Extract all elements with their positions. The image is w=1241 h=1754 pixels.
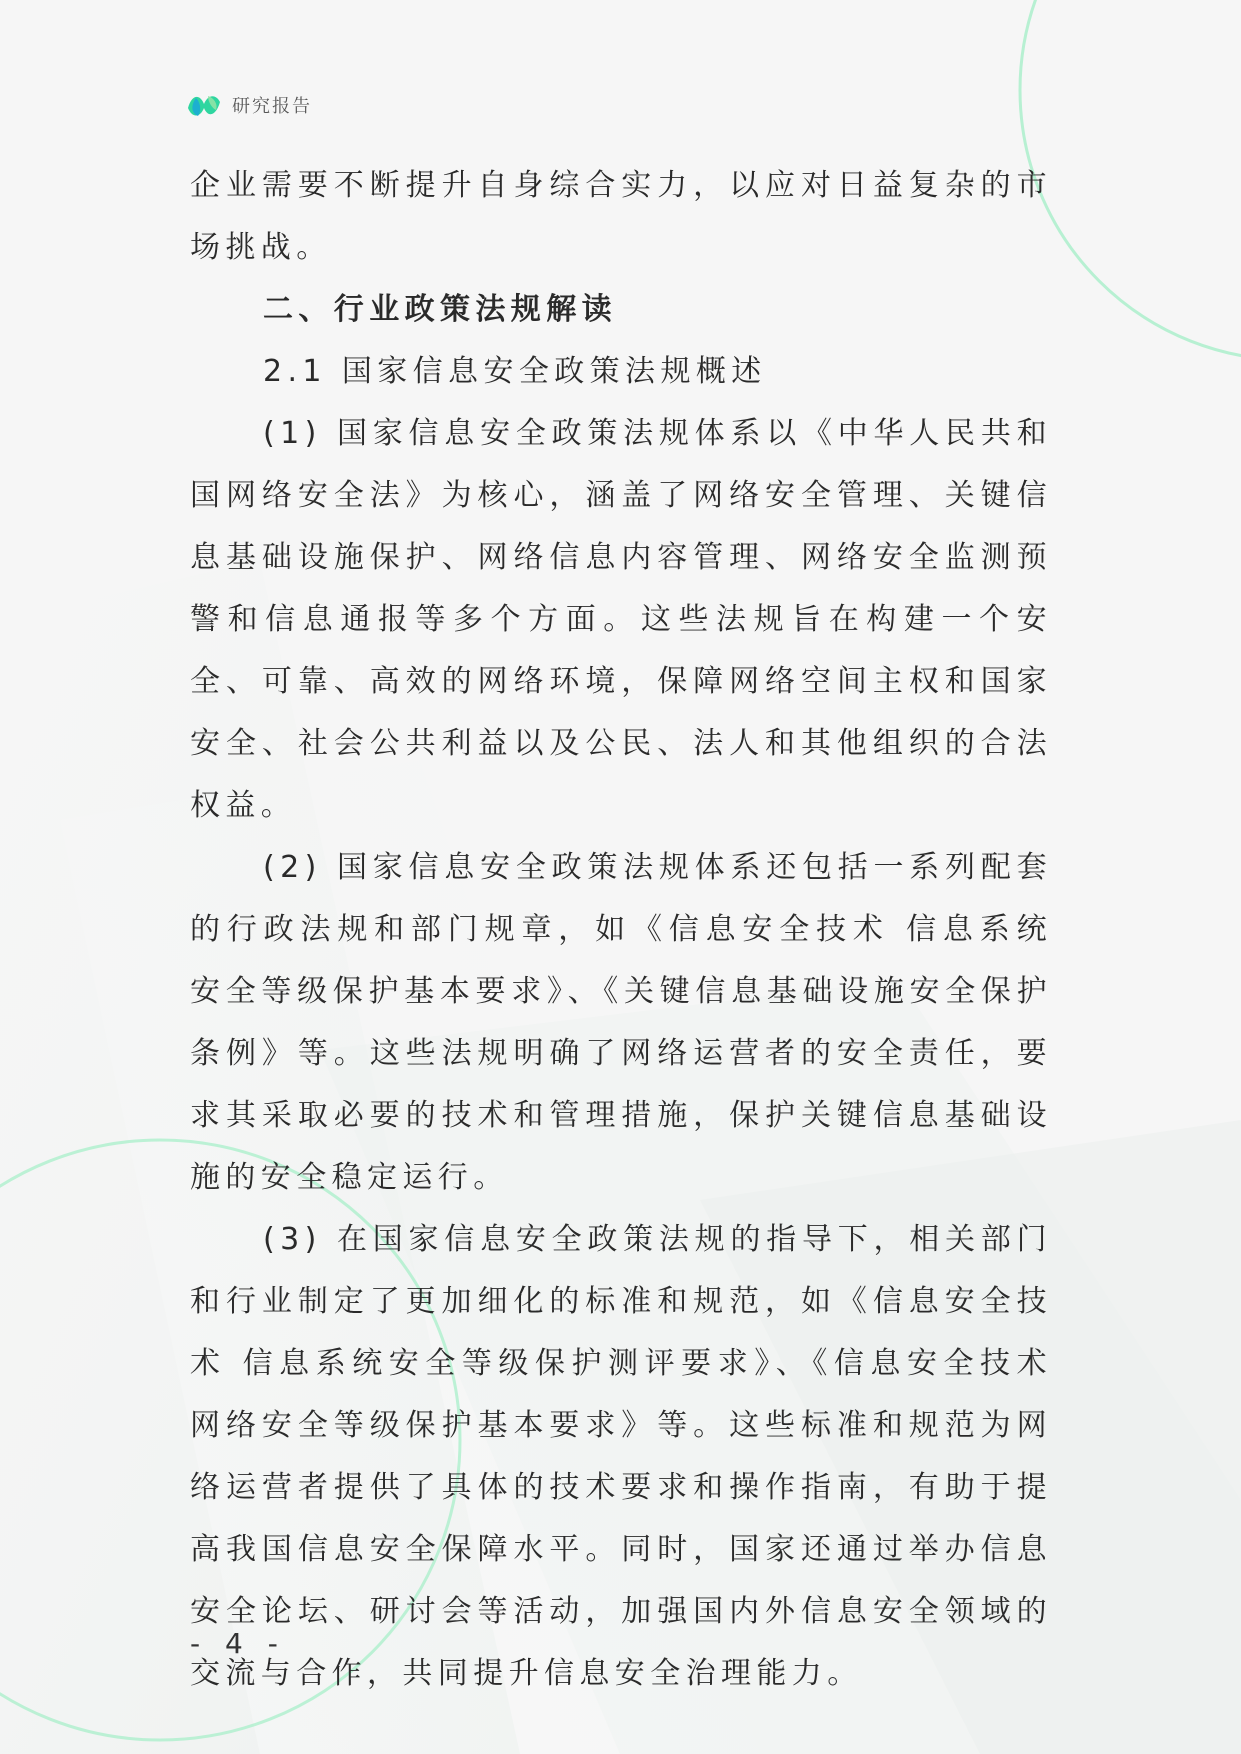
header-title: 研究报告	[232, 96, 312, 117]
report-header	[186, 88, 312, 122]
subsection-heading: 2.1 国家信息安全政策法规概述	[263, 354, 767, 389]
page-number: - 4 -	[190, 1627, 286, 1660]
paragraph-1: (1) 国家信息安全政策法规体系以《中华人民共和国网络安全法》为核心，涵盖了网络安全管理、关键信息基础设施保护、网络信息内容管理、网络安全监测预警和信息通报等多个方面。这些法规旨在构建一个安全、可靠、高效的网络环境，保障网络空间主权和国家安全、社会公共利益以及公民、法人和其他组织的合法权益。	[190, 416, 1052, 823]
intro-paragraph: 企业需要不断提升自身综合实力，以应对日益复杂的市场挑战。	[190, 168, 1052, 265]
brand-logo-icon	[186, 90, 222, 120]
paragraph-2: (2) 国家信息安全政策法规体系还包括一系列配套的行政法规和部门规章，如《信息安全技术 信息系统安全等级保护基本要求》、《关键信息基础设施安全保护条例》等。这些法规明确了网络运营者的安全责任，要求其采取必要的技术和管理措施，保护关键信息基础设施的安全稳定运行。	[190, 850, 1052, 1195]
section-heading: 二、行业政策法规解读	[263, 292, 617, 327]
document-body	[190, 155, 1052, 1705]
paragraph-3: (3) 在国家信息安全政策法规的指导下，相关部门和行业制定了更加细化的标准和规范，如《信息安全技术 信息系统安全等级保护测评要求》、《信息安全技术 网络安全等级保护基本要求》等。这些标准和规范为网络运营者提供了具体的技术要求和操作指南，有助于提高我国信息安全保障水平。同时，国家还通过举办信息安全论坛、研讨会等活动，加强国内外信息安全领域的交流与合作，共同提升信息安全治理能力。	[190, 1222, 1052, 1691]
